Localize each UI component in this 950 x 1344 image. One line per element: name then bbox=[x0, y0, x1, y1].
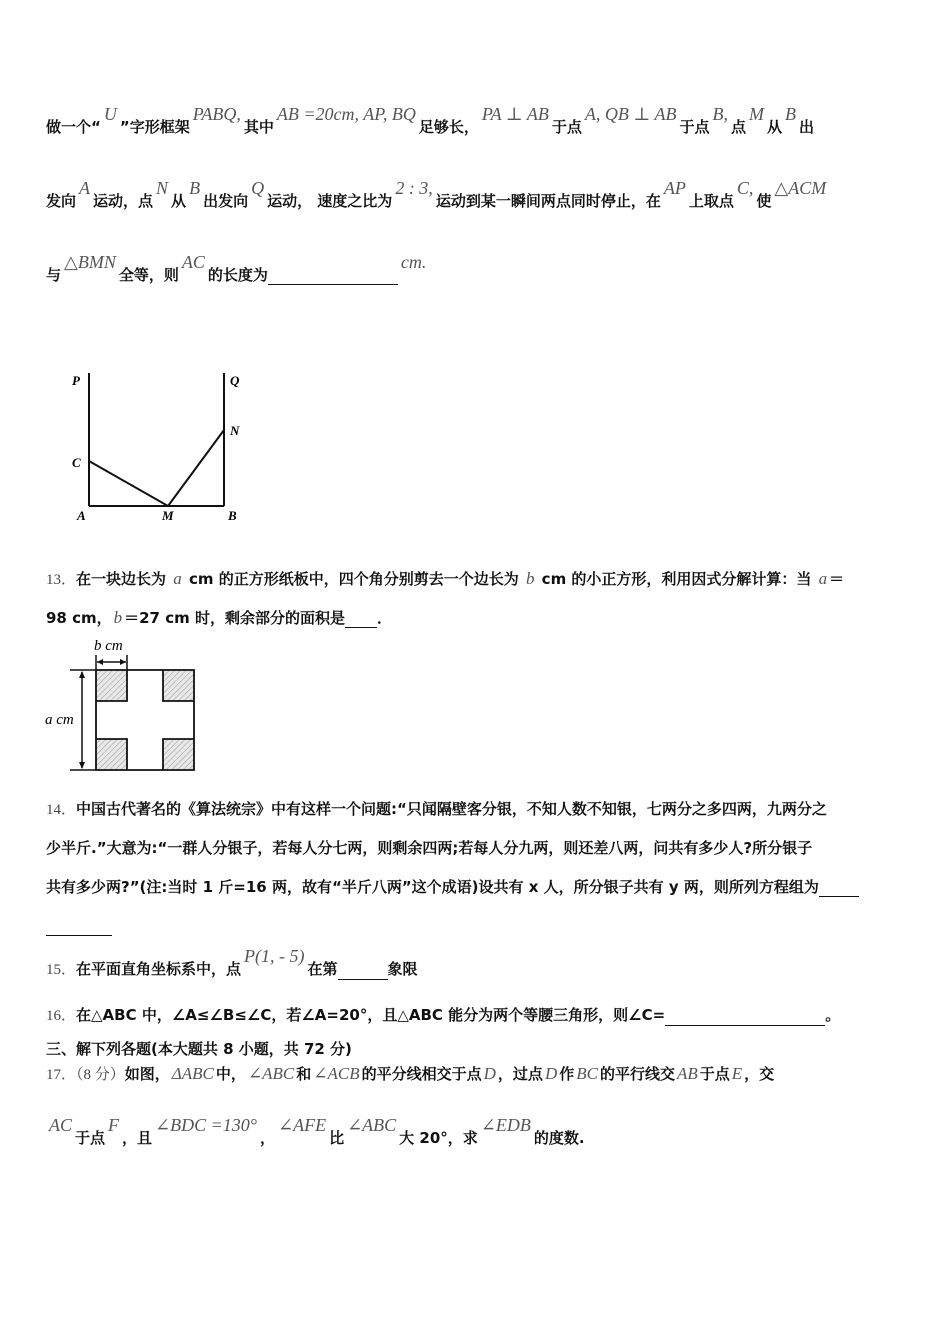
answer-blank bbox=[338, 963, 388, 980]
text-segment: ＝ bbox=[829, 570, 845, 588]
math-expression: ∠ACB bbox=[313, 1064, 360, 1083]
math-expression: ∠ABC bbox=[247, 1064, 295, 1083]
math-expression: B bbox=[785, 104, 796, 124]
corner-square bbox=[96, 670, 127, 701]
math-expression: △BMN bbox=[64, 252, 116, 272]
text-segment: ，交 bbox=[744, 1065, 775, 1083]
math-expression: E bbox=[731, 1064, 743, 1083]
q16-line bbox=[46, 1005, 840, 1026]
label-q: Q bbox=[230, 373, 240, 388]
corner-square bbox=[163, 670, 194, 701]
text-segment: 共有多少两?”(注:当时 1 斤=16 两，故有“半斤八两”这个成语)设共有 x 人，所分银子共有 y 两，则所列方程组为 bbox=[46, 878, 819, 896]
math-expression: A, QB ⊥ AB bbox=[584, 104, 677, 124]
text-segment: 在△ABC 中，∠A≤∠B≤∠C，若∠A=20°，且△ABC 能分为两个等腰三角形，则∠C= bbox=[76, 1006, 666, 1024]
answer-blank bbox=[345, 611, 377, 628]
q14-line-4 bbox=[46, 916, 112, 936]
text-segment: 从 bbox=[766, 118, 782, 136]
text-segment: 发向 bbox=[46, 192, 77, 210]
q13-line-1 bbox=[46, 569, 844, 590]
answer-blank bbox=[665, 1009, 825, 1026]
math-expression: PABQ, bbox=[192, 104, 241, 124]
text-segment: 的平分线相交于点 bbox=[361, 1065, 482, 1083]
text-segment: 在第 bbox=[307, 960, 338, 978]
text-segment: 运动，点 bbox=[93, 192, 154, 210]
math-expression: BC bbox=[576, 1064, 598, 1083]
label-a-cm: a cm bbox=[45, 712, 74, 728]
text-segment: 运动到某一瞬间两点同时停止，在 bbox=[435, 192, 661, 210]
text-segment: 在一块边长为 bbox=[76, 570, 172, 588]
q14-line-3 bbox=[46, 877, 859, 897]
math-expression: D bbox=[483, 1064, 496, 1083]
text-segment: 和 bbox=[296, 1065, 312, 1083]
math-expression: B bbox=[189, 178, 201, 198]
math-expression: a bbox=[173, 569, 182, 588]
text-segment: ＝27 cm 时，剩余部分的面积是 bbox=[124, 609, 345, 627]
math-expression: ∠BDC =130° bbox=[155, 1115, 257, 1135]
text-segment: ． bbox=[376, 609, 392, 627]
text-segment: 三、解下列各题(本大题共 8 小题，共 72 分) bbox=[46, 1040, 352, 1058]
question-number: 14． bbox=[46, 802, 77, 818]
answer-blank bbox=[46, 919, 112, 936]
text-segment: 的度数. bbox=[533, 1129, 585, 1147]
text-segment: 做一个 bbox=[46, 118, 92, 136]
math-expression: AB =20cm, AP, BQ bbox=[276, 104, 416, 124]
text-segment: 作 bbox=[559, 1065, 575, 1083]
section-3-heading bbox=[46, 1039, 352, 1059]
q14-line-2 bbox=[46, 838, 812, 858]
segment-cm bbox=[89, 461, 168, 506]
text-segment: 于点 bbox=[679, 118, 710, 136]
text-segment: 上取点 bbox=[688, 192, 734, 210]
math-expression: D bbox=[544, 1064, 558, 1083]
math-expression: △ACM bbox=[774, 178, 827, 198]
math-expression: ∠AFE bbox=[278, 1115, 327, 1135]
q14-line-1 bbox=[46, 799, 827, 820]
math-expression: AC bbox=[181, 252, 205, 272]
math-expression: F bbox=[108, 1115, 120, 1135]
q15-line bbox=[46, 946, 418, 980]
text-segment: 中， bbox=[215, 1065, 246, 1083]
text-segment: 象限 bbox=[387, 960, 418, 978]
text-segment: 全等，则 bbox=[118, 266, 179, 284]
math-expression: Q bbox=[251, 178, 265, 198]
math-expression: AP bbox=[663, 178, 686, 198]
math-expression: 2 : 3, bbox=[395, 178, 433, 198]
question-number: 15． bbox=[46, 962, 77, 978]
text-segment: ”字形框架 bbox=[119, 118, 190, 136]
text-segment: 大 20°，求 bbox=[399, 1129, 478, 1147]
text-segment: 的平行线交 bbox=[599, 1065, 675, 1083]
label-p: P bbox=[72, 373, 80, 388]
text-segment: 比 bbox=[329, 1129, 345, 1147]
math-expression: ∠ABC bbox=[347, 1115, 397, 1135]
math-expression: A bbox=[79, 178, 91, 198]
text-segment: 出发向 bbox=[203, 192, 249, 210]
segment-mn bbox=[168, 430, 224, 506]
text-segment: 使 bbox=[756, 192, 772, 210]
math-expression: P(1, - 5) bbox=[244, 946, 305, 966]
text-segment: 中国古代著名的《算法统宗》中有这样一个问题:“只闻隔壁客分银，不知人数不知银，七两分之多四两，九两分之 bbox=[76, 800, 827, 818]
math-expression: N bbox=[156, 178, 169, 198]
text-segment: 与 bbox=[46, 266, 62, 284]
answer-blank bbox=[819, 880, 859, 897]
math-expression: C, bbox=[736, 178, 754, 198]
math-expression: b bbox=[113, 608, 123, 627]
text-segment: 在平面直角坐标系中，点 bbox=[76, 960, 242, 978]
math-expression: PA ⊥ AB bbox=[481, 104, 549, 124]
text-segment: 如图， bbox=[124, 1065, 170, 1083]
math-expression: AC bbox=[49, 1115, 73, 1135]
question-number: 16． bbox=[46, 1008, 77, 1024]
corner-square bbox=[163, 739, 194, 770]
q13-line-2 bbox=[46, 608, 392, 628]
math-expression: a bbox=[818, 569, 828, 588]
text-segment: ，且 bbox=[122, 1129, 153, 1147]
label-n: N bbox=[230, 423, 240, 438]
text-segment: 其中 bbox=[243, 118, 274, 136]
text-segment: 98 cm， bbox=[46, 609, 112, 627]
text-segment: 于点 bbox=[699, 1065, 730, 1083]
label-b-cm: b cm bbox=[94, 638, 123, 654]
math-expression: ∠EDB bbox=[480, 1115, 531, 1135]
label-m: M bbox=[162, 508, 174, 523]
corner-square bbox=[96, 739, 127, 770]
text-segment: 少半斤.”大意为:“一群人分银子，若每人分七两，则剩余四两;若每人分九两，则还差八两，问共有多少人?所分银子 bbox=[46, 839, 813, 857]
text-segment: 运动， 速度之比为 bbox=[267, 192, 393, 210]
math-expression: AB bbox=[676, 1064, 698, 1083]
label-c: C bbox=[72, 455, 81, 470]
text-segment: 点 bbox=[730, 118, 746, 136]
q17-line-1 bbox=[46, 1064, 774, 1085]
square-cut-figure bbox=[0, 630, 220, 780]
text-segment: “ bbox=[91, 118, 101, 136]
question-number: 13． bbox=[46, 572, 77, 588]
text-segment: 出 bbox=[799, 118, 815, 136]
math-expression: b bbox=[525, 569, 535, 588]
math-expression: ΔABC bbox=[171, 1064, 214, 1083]
text-segment: cm 的正方形纸板中，四个角分别剪去一个边长为 bbox=[183, 570, 524, 588]
text-segment: 的长度为 bbox=[207, 266, 268, 284]
q17-line-2 bbox=[46, 1115, 585, 1148]
text-segment: 于点 bbox=[551, 118, 582, 136]
text-segment: 从 bbox=[171, 192, 187, 210]
text-segment: cm 的小正方形，利用因式分解计算：当 bbox=[536, 570, 817, 588]
question-number: 17．（8 分） bbox=[46, 1067, 125, 1083]
text-segment: 。 bbox=[825, 1006, 841, 1024]
u-frame-figure bbox=[0, 0, 300, 540]
text-segment: 足够长， bbox=[418, 118, 479, 136]
text-segment: ， bbox=[259, 1129, 275, 1147]
math-expression: U bbox=[103, 104, 117, 124]
label-b: B bbox=[228, 508, 237, 523]
math-expression: B, bbox=[712, 104, 728, 124]
math-expression: M bbox=[748, 104, 764, 124]
text-segment: ，过点 bbox=[497, 1065, 543, 1083]
label-a: A bbox=[77, 508, 86, 523]
math-expression: cm. bbox=[400, 252, 427, 272]
text-segment: 于点 bbox=[75, 1129, 106, 1147]
